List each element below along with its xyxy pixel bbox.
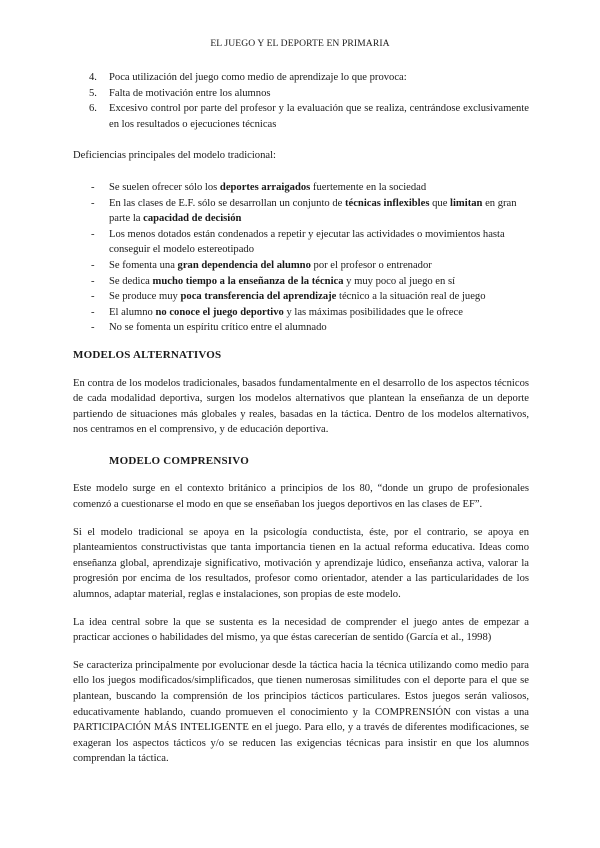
dash-bullet: -	[91, 291, 95, 303]
deficiencias-title: Deficiencias principales del modelo tradicional:	[73, 150, 276, 162]
item-text: y muy poco al juego en sí	[343, 275, 456, 287]
deficiencia-item	[73, 289, 529, 305]
numbered-list	[73, 70, 529, 132]
modelos-alternativos-paragraph: En contra de los modelos tradicionales, basados fundamentalmente en el desarrollo de los aspectos técnicos de cada modalidad deportiva, surgen los modelos alternativos que plantean la enseñanza de un deporte partiendo de situaciones más globales y reales, basadas en la táctica. Dentro de los modelos alternativos, nos centramos en el comprensivo, y de educación deportiva.	[73, 377, 529, 436]
item-text: Se suelen ofrecer sólo los	[109, 181, 220, 193]
item-text: fuertemente en la sociedad	[310, 181, 427, 193]
emphasis-text: mucho tiempo a la enseñanza de la técnica	[152, 275, 344, 287]
item-text: Falta de motivación entre los alumnos	[109, 87, 271, 99]
item-number: 5.	[89, 87, 97, 99]
dash-bullet: -	[91, 197, 95, 209]
numbered-item	[73, 70, 529, 86]
comprensivo-paragraph-4: Se caracteriza principalmente por evolucionar desde la táctica hacia la técnica utilizando como medio para ello los juegos modificados/simplificados, que tienen numerosas similitudes con el deporte para el que se plantean, buscando la comprensión de los principios tácticos particulares. Estos juegos serán valiosos, educativamente hablando, cuando promueven el conocimiento y la COMPRENSIÓN con vistas a una PARTICIPACIÓN MÁS INTELIGENTE en el juego. Para ello, y a través de diferentes modificaciones, se exageran los aspectos tácticos y/o se reducen las exigencias técnicas para insistir en que los alumnos comprendan la táctica.	[73, 659, 529, 765]
item-text: Los menos dotados están condenados a repetir y ejecutar las actividades o movimientos hasta conseguir el modelo estereotipado	[109, 228, 505, 256]
item-text: y las máximas posibilidades que le ofrece	[283, 306, 463, 318]
item-text: Se dedica	[109, 275, 153, 287]
item-text: técnico a la situación real de juego	[336, 291, 486, 303]
item-text: Se produce muy	[109, 291, 181, 303]
emphasis-text: gran dependencia del alumno	[177, 259, 311, 271]
deficiencias-list	[73, 180, 529, 336]
item-text: No se fomenta un espíritu crítico entre el alumnado	[109, 322, 327, 334]
dash-bullet: -	[91, 181, 95, 193]
emphasis-text: técnicas inflexibles	[345, 197, 430, 209]
item-text: que	[429, 197, 451, 209]
page-content	[73, 70, 529, 767]
item-text: Poca utilización del juego como medio de aprendizaje lo que provoca:	[109, 72, 407, 83]
dash-bullet: -	[91, 322, 95, 334]
comprensivo-paragraph-2: Si el modelo tradicional se apoya en la psicología conductista, éste, por el contrario, se apoya en planteamientos constructivistas que tanta importancia tienen en la actual reforma educativa. Ideas como enseñanza global, aprendizaje significativo, motivación y aprendizaje lúdico, enseñanza activa, valorar la progresión por encima de los resultados, profesor como orientador, atender a las particularidades de los alumnos, adaptar material, reglas e instalaciones, son propias de este modelo.	[73, 526, 529, 601]
item-number: 4.	[89, 72, 97, 83]
dash-bullet: -	[91, 275, 95, 287]
deficiencia-item	[73, 274, 529, 290]
emphasis-text: limitan	[450, 197, 483, 209]
emphasis-text: capacidad de decisión	[143, 213, 242, 225]
page-header: EL JUEGO Y EL DEPORTE EN PRIMARIA	[210, 38, 390, 49]
dash-bullet: -	[91, 259, 95, 271]
section-heading-modelo-comprensivo: MODELO COMPRENSIVO	[109, 454, 249, 467]
section-heading-modelos-alternativos: MODELOS ALTERNATIVOS	[73, 348, 222, 361]
deficiencia-item	[73, 196, 529, 227]
emphasis-text: poca transferencia del aprendizaje	[180, 291, 337, 303]
deficiencia-item	[73, 305, 529, 321]
item-text: En las clases de E.F. sólo se desarrollan un conjunto de	[109, 197, 345, 209]
comprensivo-paragraph-1: Este modelo surge en el contexto británico a principios de los 80, “donde un grupo de profesionales comenzó a cuestionarse el modo en que se enseñaban los juegos deportivos en las clases de EF”.	[73, 483, 529, 511]
item-text: Excesivo control por parte del profesor y la evaluación que se realiza, centrándose exclusivamente en los resultados o ejecuciones técnicas	[109, 103, 529, 130]
numbered-item	[73, 101, 529, 132]
dash-bullet: -	[91, 228, 95, 240]
deficiencia-item	[73, 320, 529, 336]
item-text: por el profesor o entrenador	[310, 259, 432, 271]
item-text: Se fomenta una	[109, 259, 178, 271]
item-text: en gran parte la	[109, 197, 517, 225]
deficiencia-item	[73, 227, 529, 258]
item-number: 6.	[89, 103, 97, 115]
deficiencia-item	[73, 180, 529, 196]
numbered-item	[73, 86, 529, 102]
comprensivo-paragraph-3: La idea central sobre la que se sustenta es la necesidad de comprender el juego antes de empezar a practicar acciones o habilidades del mismo, ya que éstas carecerían de sentido (García et al., 1998)	[73, 616, 529, 644]
deficiencia-item	[73, 258, 529, 274]
dash-bullet: -	[91, 306, 95, 318]
emphasis-text: deportes arraigados	[219, 181, 311, 193]
emphasis-text: no conoce el juego deportivo	[155, 306, 284, 318]
item-text: El alumno	[109, 306, 156, 318]
